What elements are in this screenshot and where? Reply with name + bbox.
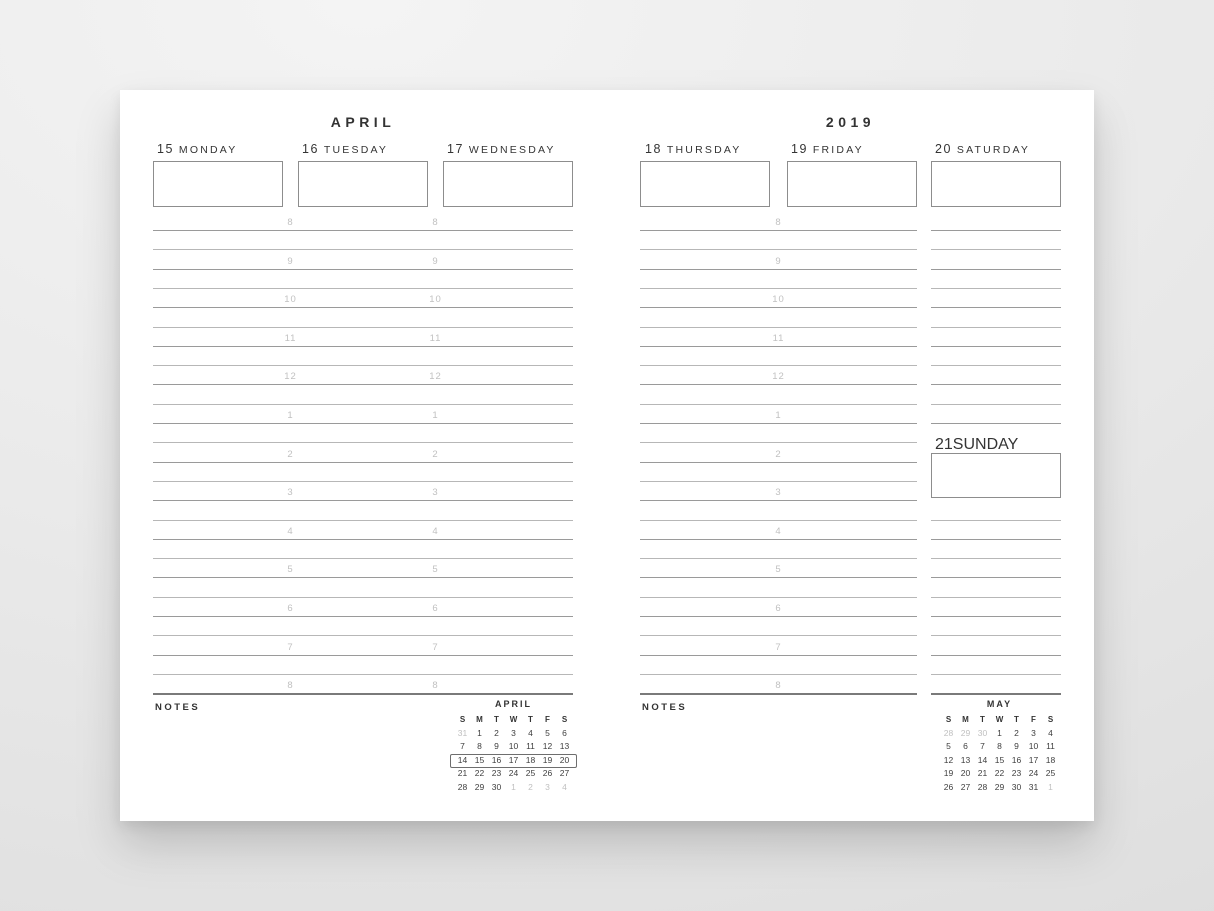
- schedule-line: [153, 462, 573, 463]
- day-header-thursday: [645, 140, 741, 158]
- mini-calendar-day: 28: [943, 727, 954, 738]
- mini-calendar-day: 17: [508, 754, 519, 765]
- schedule-line: [931, 249, 1061, 250]
- mini-calendar-weekday-row: [940, 713, 1059, 727]
- mini-calendar-weekday: F: [545, 715, 550, 724]
- mini-calendar-weekday: F: [1031, 715, 1036, 724]
- mini-calendar-weekday: T: [980, 715, 985, 724]
- mini-calendar-weekday: T: [1014, 715, 1019, 724]
- mini-calendar-day: 31: [1028, 781, 1039, 792]
- day-number: 20: [935, 142, 952, 156]
- mini-calendar-weekday: T: [494, 715, 499, 724]
- schedule-line: [640, 558, 917, 559]
- hour-label: 10: [284, 294, 297, 306]
- day-entry-box-sunday: [931, 453, 1061, 498]
- mini-calendar-day: 4: [528, 727, 533, 738]
- day-name: SATURDAY: [956, 144, 1031, 156]
- mini-calendar-weekday-row: [454, 713, 573, 727]
- planner-spread: [120, 90, 1094, 821]
- day-entry-box-wednesday: [443, 161, 573, 207]
- hour-label: 7: [775, 641, 782, 653]
- mini-calendar-day: 7: [980, 741, 985, 752]
- notes-label-left: NOTES: [155, 702, 201, 713]
- mini-calendar-day: 8: [997, 741, 1002, 752]
- schedule-line: [153, 674, 573, 675]
- schedule-line: [931, 346, 1061, 347]
- schedule-line: [931, 288, 1061, 289]
- mini-calendar-day: 29: [474, 781, 485, 792]
- schedule-line: [931, 616, 1061, 617]
- schedule-line: [640, 288, 917, 289]
- day-entry-box-saturday: [931, 161, 1061, 207]
- mini-calendar-week-row: [940, 740, 1059, 754]
- mini-calendar-day: 31: [457, 727, 468, 738]
- mini-calendar-day: 9: [494, 741, 499, 752]
- day-name: THURSDAY: [666, 144, 742, 156]
- day-name: WEDNESDAY: [468, 144, 556, 156]
- schedule-line: [153, 481, 573, 482]
- day-number: 17: [447, 142, 464, 156]
- schedule-line: [153, 520, 573, 521]
- mini-calendar-weekday: M: [476, 715, 483, 724]
- mini-calendar-day: 3: [511, 727, 516, 738]
- mini-calendar-week-row: [454, 754, 573, 768]
- hour-label: 3: [775, 487, 782, 499]
- hour-label: 5: [432, 564, 439, 576]
- schedule-line: [931, 269, 1061, 270]
- schedule-line: [153, 384, 573, 385]
- mini-calendar-week-row: [454, 740, 573, 754]
- schedule-line: [153, 558, 573, 559]
- schedule-line: [640, 462, 917, 463]
- schedule-line: [153, 597, 573, 598]
- day-number: 19: [791, 142, 808, 156]
- mini-calendar-day: 9: [1014, 741, 1019, 752]
- day-entry-box-monday: [153, 161, 283, 207]
- mini-calendar-day: 23: [491, 768, 502, 779]
- mini-calendar-day: 13: [960, 754, 971, 765]
- mini-calendar-day: 22: [474, 768, 485, 779]
- schedule-line: [640, 346, 917, 347]
- mini-calendar-day: 18: [525, 754, 536, 765]
- hour-label: 12: [429, 371, 442, 383]
- hour-label: 12: [284, 371, 297, 383]
- mini-calendar-day: 11: [1046, 741, 1055, 752]
- hour-label: 8: [432, 217, 439, 228]
- mini-calendar-day: 2: [494, 727, 499, 738]
- day-header-friday: [791, 140, 864, 158]
- schedule-line: [640, 674, 917, 675]
- mini-calendar-day: 28: [457, 781, 468, 792]
- right-page-year-title: 2019: [825, 114, 876, 130]
- hour-label: 9: [287, 255, 294, 267]
- mini-calendar-day: 11: [526, 741, 535, 752]
- mini-calendar-day: 19: [943, 768, 954, 779]
- hour-label: 6: [287, 603, 294, 614]
- schedule-line: [931, 230, 1061, 231]
- mini-calendar-day: 27: [960, 781, 971, 792]
- notes-label-right: NOTES: [642, 702, 688, 713]
- mini-calendar-day: 14: [977, 754, 988, 765]
- schedule-line: [153, 423, 573, 424]
- hour-label: 8: [287, 680, 294, 692]
- hour-label: 8: [775, 680, 782, 692]
- mini-calendar-day: 29: [994, 781, 1005, 792]
- hour-label: 3: [432, 487, 439, 499]
- mini-calendar-weekday: M: [962, 715, 969, 724]
- schedule-line: [153, 327, 573, 328]
- day-number: 15: [157, 142, 174, 156]
- mini-calendar-day: 26: [943, 781, 954, 792]
- hour-label: 12: [772, 371, 785, 383]
- day-header-wednesday: [447, 140, 556, 158]
- mini-calendar-title: APRIL: [495, 699, 532, 709]
- mini-calendar-weekday: S: [561, 715, 568, 724]
- hour-label: 7: [287, 641, 294, 653]
- schedule-line: [931, 597, 1061, 598]
- mini-calendar-title: MAY: [986, 699, 1013, 709]
- mini-calendar-weekday: S: [1047, 715, 1054, 724]
- hour-label: 8: [432, 680, 439, 692]
- mini-calendar-day: 4: [1048, 727, 1053, 738]
- schedule-line: [640, 327, 917, 328]
- hour-label: 9: [432, 255, 439, 267]
- mini-calendar-day: 22: [994, 768, 1005, 779]
- schedule-line: [640, 539, 917, 540]
- hour-label: 1: [432, 410, 439, 421]
- mini-calendar-week-row: [454, 767, 573, 781]
- mini-calendar-week-row: [454, 727, 573, 741]
- mini-calendar-week-row: [940, 727, 1059, 741]
- mini-calendar-day: 14: [457, 754, 468, 765]
- mini-calendar-day: 23: [1011, 768, 1022, 779]
- schedule-line: [931, 384, 1061, 385]
- mini-calendar-day: 19: [542, 754, 553, 765]
- mini-calendar-weekday: W: [509, 715, 518, 724]
- mini-calendar-day: 21: [977, 768, 988, 779]
- hour-label: 4: [432, 525, 439, 537]
- hour-label: 3: [287, 487, 294, 499]
- day-name: MONDAY: [178, 144, 238, 156]
- mini-calendar-day: 6: [562, 727, 567, 738]
- schedule-line: [931, 655, 1061, 656]
- mini-calendar-day: 30: [491, 781, 502, 792]
- mini-calendar-day: 25: [525, 768, 536, 779]
- schedule-line: [153, 230, 573, 231]
- schedule-line: [153, 442, 573, 443]
- schedule-line: [931, 307, 1061, 308]
- mini-calendar-day: 25: [1045, 768, 1056, 779]
- current-week-highlight: [450, 754, 577, 769]
- schedule-line: [640, 481, 917, 482]
- schedule-line: [640, 365, 917, 366]
- mini-calendar-week-row: [454, 781, 573, 795]
- schedule-line: [153, 500, 573, 501]
- mini-calendar-day: 16: [491, 754, 502, 765]
- schedule-line: [153, 249, 573, 250]
- mini-calendar-day: 10: [508, 741, 519, 752]
- schedule-line: [640, 577, 917, 578]
- mini-calendar-day: 12: [542, 741, 553, 752]
- mini-calendar-day: 30: [977, 727, 988, 738]
- mini-calendar-day: 30: [1011, 781, 1022, 792]
- day-name: TUESDAY: [323, 144, 389, 156]
- mini-calendar-day: 13: [559, 741, 570, 752]
- mini-calendar-week-row: [940, 781, 1059, 795]
- schedule-line: [640, 693, 917, 695]
- mini-calendar-day: 26: [542, 768, 553, 779]
- hour-label: 1: [287, 410, 294, 421]
- mini-calendar-april: [454, 698, 573, 795]
- mini-calendar-week-row: [940, 767, 1059, 781]
- schedule-line: [931, 635, 1061, 636]
- schedule-line: [931, 327, 1061, 328]
- mini-calendar-day: 16: [1011, 754, 1022, 765]
- schedule-line: [640, 230, 917, 231]
- schedule-line: [931, 693, 1061, 695]
- schedule-line: [640, 307, 917, 308]
- mini-calendar-day: 10: [1028, 741, 1039, 752]
- mini-calendar-day: 15: [474, 754, 485, 765]
- mini-calendar-weekday: T: [528, 715, 533, 724]
- schedule-line: [153, 346, 573, 347]
- schedule-line: [931, 577, 1061, 578]
- hour-label: 11: [772, 332, 785, 344]
- day-entry-box-friday: [787, 161, 917, 207]
- schedule-line: [153, 635, 573, 636]
- hour-label: 5: [775, 564, 782, 576]
- mini-calendar-day: 5: [545, 727, 550, 738]
- schedule-line: [153, 693, 573, 695]
- day-entry-box-thursday: [640, 161, 770, 207]
- hour-label: 8: [775, 217, 782, 228]
- schedule-line: [640, 404, 917, 405]
- schedule-line: [931, 423, 1061, 424]
- hour-label: 4: [287, 525, 294, 537]
- mini-calendar-day: 29: [960, 727, 971, 738]
- left-page-month-title: APRIL: [330, 114, 396, 130]
- schedule-line: [153, 655, 573, 656]
- mini-calendar-day: 1: [511, 781, 516, 792]
- mini-calendar-day: 7: [460, 741, 465, 752]
- day-header-tuesday: [302, 140, 388, 158]
- schedule-line: [640, 384, 917, 385]
- schedule-line: [153, 404, 573, 405]
- day-entry-box-tuesday: [298, 161, 428, 207]
- hour-label: 10: [429, 294, 442, 306]
- schedule-line: [153, 577, 573, 578]
- mini-calendar-day: 6: [963, 741, 968, 752]
- mini-calendar-day: 2: [1014, 727, 1019, 738]
- schedule-line: [640, 655, 917, 656]
- mini-calendar-may: [940, 698, 1059, 795]
- day-name: SUNDAY: [952, 436, 1019, 453]
- schedule-line: [640, 500, 917, 501]
- mini-calendar-day: 1: [1048, 781, 1053, 792]
- schedule-line: [931, 558, 1061, 559]
- mini-calendar-day: 4: [562, 781, 567, 792]
- day-header-sunday: [935, 436, 1018, 454]
- day-header-monday: [157, 140, 237, 158]
- hour-label: 2: [287, 448, 294, 460]
- mini-calendar-day: 5: [946, 741, 951, 752]
- mini-calendar-day: 20: [960, 768, 971, 779]
- schedule-line: [931, 404, 1061, 405]
- schedule-line: [931, 539, 1061, 540]
- schedule-line: [931, 520, 1061, 521]
- mini-calendar-day: 12: [943, 754, 954, 765]
- hour-label: 8: [287, 217, 294, 228]
- day-number: 21: [935, 436, 953, 453]
- hour-label: 2: [432, 448, 439, 460]
- mini-calendar-week-row: [940, 754, 1059, 768]
- schedule-line: [153, 365, 573, 366]
- hour-label: 9: [775, 255, 782, 267]
- mini-calendar-day: 17: [1028, 754, 1039, 765]
- schedule-line: [931, 674, 1061, 675]
- mini-calendar-weekday: S: [459, 715, 466, 724]
- schedule-line: [640, 249, 917, 250]
- hour-label: 2: [775, 448, 782, 460]
- schedule-line: [153, 288, 573, 289]
- mini-calendar-day: 27: [559, 768, 570, 779]
- schedule-line: [153, 539, 573, 540]
- day-header-saturday: [935, 140, 1030, 158]
- hour-label: 11: [429, 332, 442, 344]
- mini-calendar-day: 28: [977, 781, 988, 792]
- mini-calendar-day: 15: [994, 754, 1005, 765]
- mini-calendar-weekday: W: [995, 715, 1004, 724]
- mini-calendar-day: 3: [545, 781, 550, 792]
- mini-calendar-day: 20: [559, 754, 570, 765]
- hour-label: 6: [775, 603, 782, 614]
- mini-calendar-weekday: S: [945, 715, 952, 724]
- schedule-line: [640, 520, 917, 521]
- day-number: 16: [302, 142, 319, 156]
- hour-label: 4: [775, 525, 782, 537]
- hour-label: 1: [775, 410, 782, 421]
- schedule-line: [640, 597, 917, 598]
- schedule-line: [931, 365, 1061, 366]
- mini-calendar-day: 24: [508, 768, 519, 779]
- mini-calendar-day: 24: [1028, 768, 1039, 779]
- hour-label: 7: [432, 641, 439, 653]
- schedule-line: [640, 442, 917, 443]
- hour-label: 11: [284, 332, 297, 344]
- schedule-line: [153, 269, 573, 270]
- mini-calendar-day: 21: [457, 768, 468, 779]
- schedule-line: [640, 269, 917, 270]
- schedule-line: [153, 307, 573, 308]
- hour-label: 10: [772, 294, 785, 306]
- day-name: FRIDAY: [812, 144, 864, 156]
- hour-label: 5: [287, 564, 294, 576]
- mini-calendar-day: 1: [997, 727, 1002, 738]
- schedule-line: [640, 616, 917, 617]
- mini-calendar-day: 18: [1045, 754, 1056, 765]
- hour-label: 6: [432, 603, 439, 614]
- schedule-line: [640, 423, 917, 424]
- mini-calendar-day: 8: [477, 741, 482, 752]
- schedule-line: [640, 635, 917, 636]
- mini-calendar-day: 2: [528, 781, 533, 792]
- schedule-line: [153, 616, 573, 617]
- mini-calendar-day: 1: [477, 727, 482, 738]
- day-number: 18: [645, 142, 662, 156]
- mini-calendar-day: 3: [1031, 727, 1036, 738]
